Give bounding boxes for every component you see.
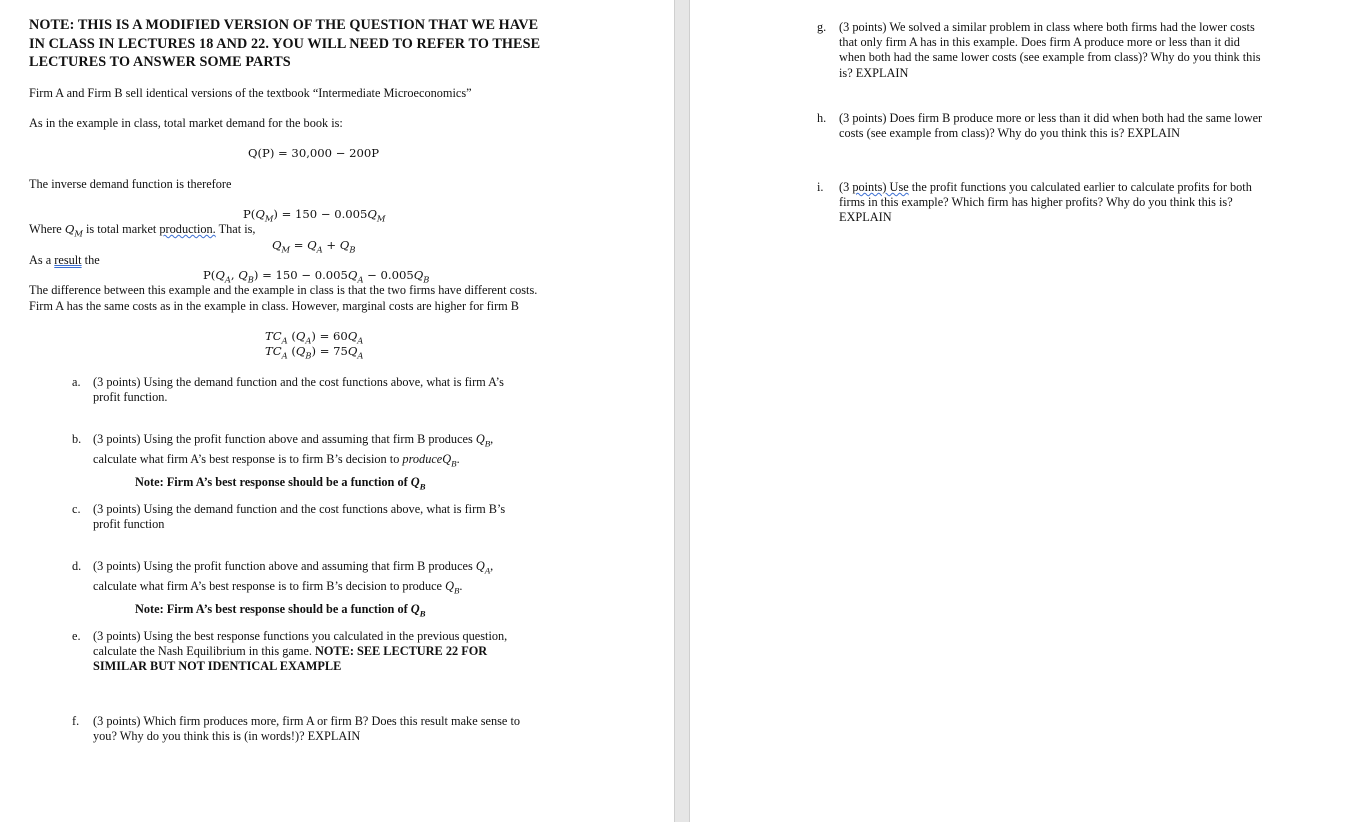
result-suffix: the bbox=[81, 253, 100, 267]
question-d-letter: d. bbox=[72, 559, 82, 573]
question-g-line-3: when both had the same lower costs (see example from class)? Why do you think this bbox=[839, 50, 1261, 65]
inverse-demand-equation: $P(Q_M) = 150 - 0.005Q_M$ bbox=[243, 207, 386, 224]
demand-intro-text: As in the example in class, total market demand for the book is: bbox=[29, 116, 343, 130]
question-d-line-1: (3 points) Using the profit function above and assuming that firm B produces $Q_A$, bbox=[93, 559, 494, 576]
question-h bbox=[839, 111, 1262, 141]
where-variable: $Q_M$ bbox=[64, 222, 83, 239]
question-i bbox=[839, 180, 1252, 226]
question-b-line-1: (3 points) Using the profit function above and assuming that firm B produces $Q_B$, bbox=[93, 432, 494, 449]
question-a-letter: a. bbox=[72, 375, 81, 389]
question-i-line-1-pre: (3 bbox=[839, 180, 853, 194]
question-g-line-1: (3 points) We solved a similar problem in class where both firms had the lower costs bbox=[839, 20, 1255, 34]
two-firm-price-equation: $P(Q_A$, $Q_B) = 150 - 0.005Q_A - 0.005Q_B$ bbox=[203, 268, 430, 285]
question-i-line-2: firms in this example? Which firm has higher profits? Why do you think this is? bbox=[839, 195, 1233, 210]
question-e-line-2-text: calculate the Nash Equilibrium in this game. bbox=[93, 644, 315, 659]
header-note-line-2: IN CLASS IN LECTURES 18 AND 22. YOU WILL NEED TO REFER TO THESE bbox=[29, 36, 541, 52]
page-gutter bbox=[674, 0, 690, 822]
question-b-line-2: calculate what firm A’s best response is to firm B’s decision to produceQ$_B$. bbox=[93, 451, 460, 469]
question-i-line-1-underlined: points) Use bbox=[852, 180, 909, 194]
question-f-line-1: (3 points) Which firm produces more, firm A or firm B? Does this result make sense to bbox=[93, 714, 521, 728]
question-i-line-1-post: the profit functions you calculated earlier to calculate profits for both bbox=[908, 180, 1252, 194]
question-e-letter: e. bbox=[72, 629, 81, 643]
question-e bbox=[93, 629, 507, 675]
question-i-line-3: EXPLAIN bbox=[839, 210, 892, 225]
question-d bbox=[93, 559, 493, 598]
question-f-line-2: you? Why do you think this is (in words!)? EXPLAIN bbox=[93, 729, 361, 744]
where-qm-sentence bbox=[29, 222, 256, 241]
difference-line-2: Firm A has the same costs as in the example in class. However, marginal costs are higher for firm B bbox=[29, 299, 520, 313]
question-b bbox=[93, 432, 493, 471]
total-cost-b-equation: $TC_A$ $(Q_B) = 75Q_A$ bbox=[265, 344, 364, 361]
intro-firms-text: Firm A and Firm B sell identical versions of the textbook “Intermediate Microeconomics” bbox=[29, 86, 472, 100]
demand-equation bbox=[248, 146, 379, 161]
question-a-line-2: profit function. bbox=[93, 390, 168, 405]
question-i-line-1 bbox=[839, 180, 1252, 195]
question-c-line-1: (3 points) Using the demand function and the cost functions above, what is firm B’s bbox=[93, 502, 506, 516]
inverse-intro-text: The inverse demand function is therefore bbox=[29, 177, 232, 191]
question-h-letter: h. bbox=[817, 111, 827, 125]
qm-sum-equation: $Q_M = Q_A + Q_B$ bbox=[272, 238, 356, 255]
document-page-left bbox=[0, 0, 674, 822]
demand-equation-text: Q(P) = 30,000 − 200P bbox=[248, 146, 380, 160]
as-a-result-sentence bbox=[29, 253, 100, 268]
question-g-letter: g. bbox=[817, 20, 827, 34]
result-word: result bbox=[54, 253, 82, 267]
where-prefix: Where bbox=[29, 222, 65, 236]
question-e-line-2-bold: NOTE: SEE LECTURE 22 FOR bbox=[314, 644, 488, 659]
document-page-right bbox=[690, 0, 1369, 822]
question-g bbox=[839, 20, 1261, 81]
result-prefix: As a bbox=[29, 253, 55, 267]
question-e-line-2 bbox=[93, 644, 507, 659]
where-middle: is total market bbox=[82, 222, 160, 236]
difference-line-1: The difference between this example and the example in class is that the two firms have different costs. bbox=[29, 283, 538, 297]
question-c-line-2: profit function bbox=[93, 517, 165, 532]
question-b-letter: b. bbox=[72, 432, 82, 446]
question-d-line-2: calculate what firm A’s best response is to firm B’s decision to produce $Q_B$. bbox=[93, 578, 463, 596]
header-note-line-1: NOTE: THIS IS A MODIFIED VERSION OF THE QUESTION THAT WE HAVE bbox=[29, 17, 539, 33]
question-i-letter: i. bbox=[817, 180, 824, 194]
question-a bbox=[93, 375, 504, 405]
header-note-line-3: LECTURES TO ANSWER SOME PARTS bbox=[29, 54, 291, 70]
question-g-line-4: is? EXPLAIN bbox=[839, 65, 909, 80]
question-e-line-1: (3 points) Using the best response functions you calculated in the previous question, bbox=[93, 629, 508, 643]
question-g-line-2: that only firm A has in this example. Does firm A produce more or less than it did bbox=[839, 35, 1240, 50]
question-c-letter: c. bbox=[72, 502, 81, 516]
question-b-note: Note: Firm A’s best response should be a function of $Q_B$ bbox=[135, 475, 426, 492]
production-word: production. bbox=[159, 222, 216, 236]
question-h-line-2: costs (see example from class)? Why do you think this is? EXPLAIN bbox=[839, 126, 1180, 141]
question-a-line-1: (3 points) Using the demand function and the cost functions above, what is firm A’s bbox=[93, 375, 504, 389]
question-f bbox=[93, 714, 520, 744]
question-h-line-1: (3 points) Does firm B produce more or less than it did when both had the same lower bbox=[839, 111, 1263, 125]
where-suffix: That is, bbox=[215, 222, 256, 236]
question-c bbox=[93, 502, 505, 532]
question-f-letter: f. bbox=[72, 714, 80, 728]
question-d-note: Note: Firm A’s best response should be a function of $Q_B$ bbox=[135, 602, 426, 619]
total-cost-a-equation: $TC_A$ $(Q_A) = 60Q_A$ bbox=[265, 329, 364, 346]
question-e-line-3-bold: SIMILAR BUT NOT IDENTICAL EXAMPLE bbox=[93, 659, 342, 674]
